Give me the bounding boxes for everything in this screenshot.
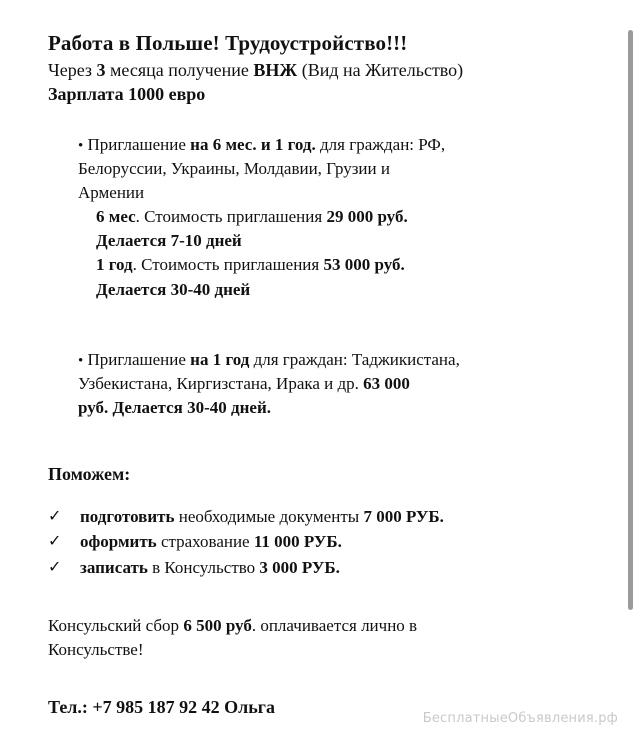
help-item-2-action: оформить (80, 532, 157, 552)
offer-2-lead-bold: на 1 год (190, 349, 250, 369)
help-item-1-price: 7 000 РУБ. (363, 507, 444, 527)
help-heading: Поможем: (48, 464, 131, 484)
offer-1-continuation-2: Армении (78, 183, 145, 202)
offer-1-detail-3-bold-start: 1 год (96, 255, 133, 275)
consular-fee-line-1 (48, 614, 578, 639)
help-item-1-description: необходимые документы (174, 507, 364, 527)
offer-1-detail-4-bold-start: Делается 30-40 дней (96, 279, 251, 299)
consular-fee-amount: 6 500 руб (183, 615, 252, 635)
contact-phone: Тел.: +7 985 187 92 42 Ольга (48, 697, 275, 718)
offer-1-detail-2-bold-start: Делается 7-10 дней (96, 231, 242, 251)
help-item-2-price: 11 000 РУБ. (253, 532, 342, 552)
offer-2-lead-line (78, 348, 578, 372)
offer-2-lead-tail: для граждан: Таджикистана, (249, 349, 460, 369)
consular-fee-prefix: Консульский сбор (48, 615, 184, 635)
consular-fee-line-2: Консульстве! (48, 640, 144, 660)
consular-fee-block (48, 614, 578, 663)
help-item-3-description: в Консульство (147, 557, 260, 577)
subtitle-vnzh: ВНЖ (253, 59, 298, 80)
bullet-icon: • (78, 352, 84, 369)
offer-1-detail-1 (78, 205, 578, 229)
list-item (48, 529, 578, 554)
offer-1-continuation-1: Белоруссии, Украины, Молдавии, Грузии и (78, 158, 390, 178)
check-icon: ✓ (48, 531, 62, 551)
subtitle-suffix: (Вид на Жительство) (297, 59, 464, 80)
offer-2-lead-regular: Приглашение (87, 349, 191, 369)
offer-2-continuation-regular: Узбекистана, Киргизстана, Ирака и др. (78, 373, 364, 393)
offer-1-detail-3 (78, 253, 578, 277)
help-item-1-action: подготовить (80, 507, 175, 527)
check-icon: ✓ (48, 506, 62, 526)
subtitle-middle: месяца получение (105, 59, 254, 80)
offer-2-last-line-bold: руб. Делается 30-40 дней. (78, 397, 271, 417)
help-item-3-action: записать (80, 557, 148, 577)
page-title: Работа в Польше! Трудоустройство!!! (48, 31, 408, 55)
offer-1-detail-1-bold-start: 6 мес (96, 207, 136, 227)
offer-1-lead-line (78, 133, 578, 157)
list-item (48, 555, 578, 580)
offer-2-last-line (78, 396, 578, 420)
offer-2-price: 63 000 (363, 373, 410, 393)
offer-1-lead-regular: Приглашение (87, 134, 191, 154)
offer-1-detail-2 (78, 229, 578, 253)
offer-2-continuation (78, 372, 578, 396)
scrollbar-thumb[interactable] (628, 30, 633, 610)
bullet-icon: • (78, 137, 84, 154)
offer-1-detail-1-price: 29 000 руб. (326, 207, 408, 227)
ad-content (48, 30, 578, 736)
subtitle-prefix: Через (48, 59, 97, 80)
salary-line: Зарплата 1000 евро (48, 83, 206, 104)
help-item-2-description: страхование (156, 532, 254, 552)
consular-fee-suffix: . оплачивается лично в (251, 615, 418, 635)
help-item-3-price: 3 000 РУБ. (259, 557, 340, 577)
offer-block-2 (48, 348, 578, 420)
check-icon: ✓ (48, 556, 62, 576)
subtitle-months: 3 (96, 59, 106, 80)
list-item (48, 504, 578, 529)
scrollbar[interactable] (622, 0, 640, 736)
site-watermark: БесплатныеОбъявления.рф (422, 711, 618, 726)
offer-1-detail-3-price: 53 000 руб. (323, 255, 405, 275)
residence-permit-line (48, 59, 578, 83)
offer-block-1 (48, 133, 578, 302)
offer-1-lead-tail: для граждан: РФ, (315, 134, 446, 154)
offer-1-detail-4 (78, 278, 578, 302)
offer-1-lead-bold: на 6 мес. и 1 год. (190, 134, 316, 154)
offer-1-detail-1-regular: . Стоимость приглашения (135, 207, 327, 227)
help-services-list (48, 504, 578, 579)
offer-1-detail-3-regular: . Стоимость приглашения (132, 255, 324, 275)
